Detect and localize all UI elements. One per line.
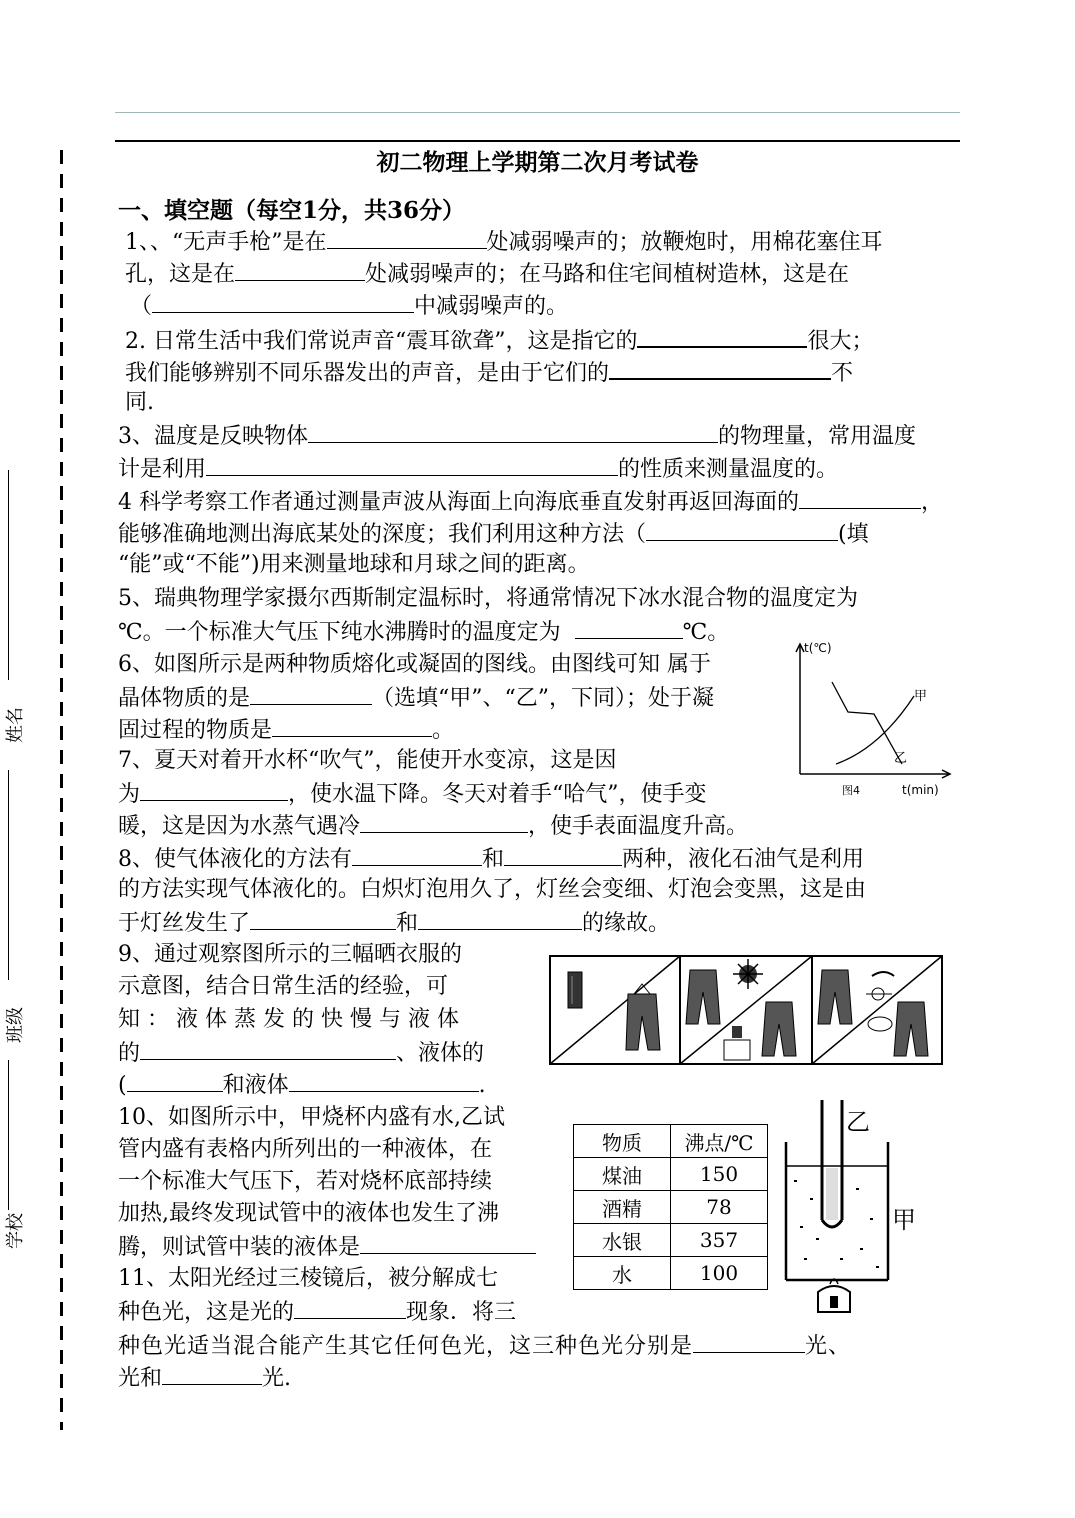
hanging-trousers-icon [894,1002,928,1056]
beaker-figure [780,1098,930,1320]
q3-line1: 3、温度是反映物体 的物理量，常用温度 [118,420,916,452]
q2-line3: 同. [125,390,154,415]
test-tube-icon [822,1100,842,1227]
table-row [574,1257,768,1290]
table-header-cell: 沸点/℃ [671,1125,768,1158]
cloud-icon [868,1017,892,1031]
boiling-point-table [573,1124,768,1290]
table-cell: 150 [671,1158,768,1191]
table-cell: 水 [574,1257,671,1290]
table-cell: 78 [671,1191,768,1224]
hanging-trousers-icon [762,1002,796,1056]
table-cell: 357 [671,1224,768,1257]
hanging-trousers-icon [686,970,720,1024]
graph-caption: 图4 [842,784,860,797]
q1-line3: （ 中减弱噪声的。 [130,290,568,322]
q8-line3: 于灯丝发生了 和 的缘故。 [118,907,670,939]
section-heading: 一、填空题（每空1分，共36分） [118,197,466,224]
hanging-trousers-icon [626,984,660,1050]
graph-label-yi: 乙 [894,751,908,766]
q11-line4: 光和 光. [118,1362,291,1394]
table-cell: 100 [671,1257,768,1290]
title-rule [115,140,960,142]
side-label-school: 学校 [5,1213,26,1249]
q1-line1: 1、、“无声手枪”是在 处减弱噪声的；放鞭炮时，用棉花塞住耳 [125,226,883,258]
q3-line2: 计是利用 的性质来测量温度的。 [118,453,838,485]
q4-line2: 能够准确地测出海底某处的深度；我们利用这种方法（ (填 [118,518,869,550]
table-cell: 酒精 [574,1191,671,1224]
q1-line2: 孔，这是在 处减弱噪声的；在马路和住宅间植树造林，这是在 [125,258,849,290]
table-header-cell: 物质 [574,1125,671,1158]
graph-xlabel: t(min) [902,783,939,797]
beaker-label: 甲 [892,1206,916,1234]
binding-dashed-line [60,150,63,1430]
table-cell: 煤油 [574,1158,671,1191]
q2-line2: 我们能够辨别不同乐器发出的声音，是由于它们的 不 [125,356,853,389]
graph-ylabel: t(℃) [804,641,832,655]
q7-line1: 7、夏天对着开水杯“吹气”，能使开水变凉，这是因 [118,748,617,773]
q10-line3: 一个标准大气压下，若对烧杯底部持续 [118,1169,493,1194]
q2-line1: 2. 日常生活中我们常说声音“震耳欲聋”，这是指它的 很大； [125,324,874,357]
q9-line2: 示意图，结合日常生活的经验，可 [118,974,449,999]
q6-line2: 晶体物质的是 （选填“甲”、“乙”，下同）；处于凝 [118,682,714,714]
graph-curve-yi [832,682,902,764]
wind-icon [866,972,894,1000]
hanging-trousers-icon [818,970,852,1024]
page-title: 初二物理上学期第二次月考试卷 [376,149,699,176]
q10-line4: 加热,最终发现试管中的液体也发生了沸 [118,1201,499,1226]
q8-line1: 8、使气体液化的方法有 和 两种，液化石油气是利用 [118,843,864,875]
sun-icon [733,959,763,989]
side-label-name: 姓名 [5,707,26,743]
q7-line3: 暖，这是因为水蒸气遇冷 ，使手表面温度升高。 [118,810,748,842]
table-row [574,1224,768,1257]
school-blank-line [8,1060,9,1210]
q11-line2: 种色光，这是光的 现象．将三 [118,1296,516,1328]
q5-line2: ℃。一个标准大气压下纯水沸腾时的温度定为 ℃。 [118,616,729,648]
graph-label-jia: 甲 [914,689,928,704]
table-icon [724,1026,750,1060]
class-blank-line [8,770,9,980]
q6-line3: 固过程的物质是 。 [118,714,454,746]
q10-line5: 腾，则试管中装的液体是 [118,1231,536,1263]
tube-label: 乙 [846,1108,870,1136]
drying-clothes-figure [548,954,944,1066]
header-rule [115,112,960,113]
q10-line2: 管内盛有表格内所列出的一种液体，在 [118,1137,493,1162]
q4-line3: “能”或“不能”)用来测量地球和月球之间的距离。 [118,552,590,577]
q9-line3: 知：液体蒸发的快慢与液体 [118,1007,467,1032]
q10-line1: 10、如图所示中，甲烧杯内盛有水,乙试 [118,1105,505,1130]
q9-line5: ( 和液体 . [118,1069,486,1101]
q5-line1: 5、瑞典物理学家摄尔西斯制定温标时，将通常情况下冰水混合物的温度定为 [118,586,858,611]
q4-line1: 4 科学考察工作者通过测量声波从海面上向海底垂直发射再返回海面的 ， [118,486,943,518]
name-blank-line [8,470,9,680]
side-label-class: 班级 [5,1007,26,1043]
table-cell: 水银 [574,1224,671,1257]
table-row [574,1158,768,1191]
q11-line1: 11、太阳光经过三棱镜后，被分解成七 [118,1266,498,1291]
melting-graph [790,632,960,804]
folded-clothes-icon [568,972,582,1008]
table-header-row [574,1125,768,1158]
alcohol-lamp-icon [818,1279,850,1312]
q6-line1: 6、如图所示是两种物质熔化或凝固的图线。由图线可知 属于 [118,652,711,677]
q11-line3: 种色光适当混合能产生其它任何色光，这三种色光分别是 光、 [118,1330,851,1362]
q9-line1: 9、通过观察图所示的三幅晒衣服的 [118,942,462,967]
q8-line2: 的方法实现气体液化的。白炽灯泡用久了，灯丝会变细、灯泡会变黑，这是由 [118,877,867,902]
q9-line4: 的 、液体的 [118,1037,484,1069]
q7-line2: 为 ，使水温下降。冬天对着手“哈气”，使手变 [118,778,707,810]
table-row [574,1191,768,1224]
